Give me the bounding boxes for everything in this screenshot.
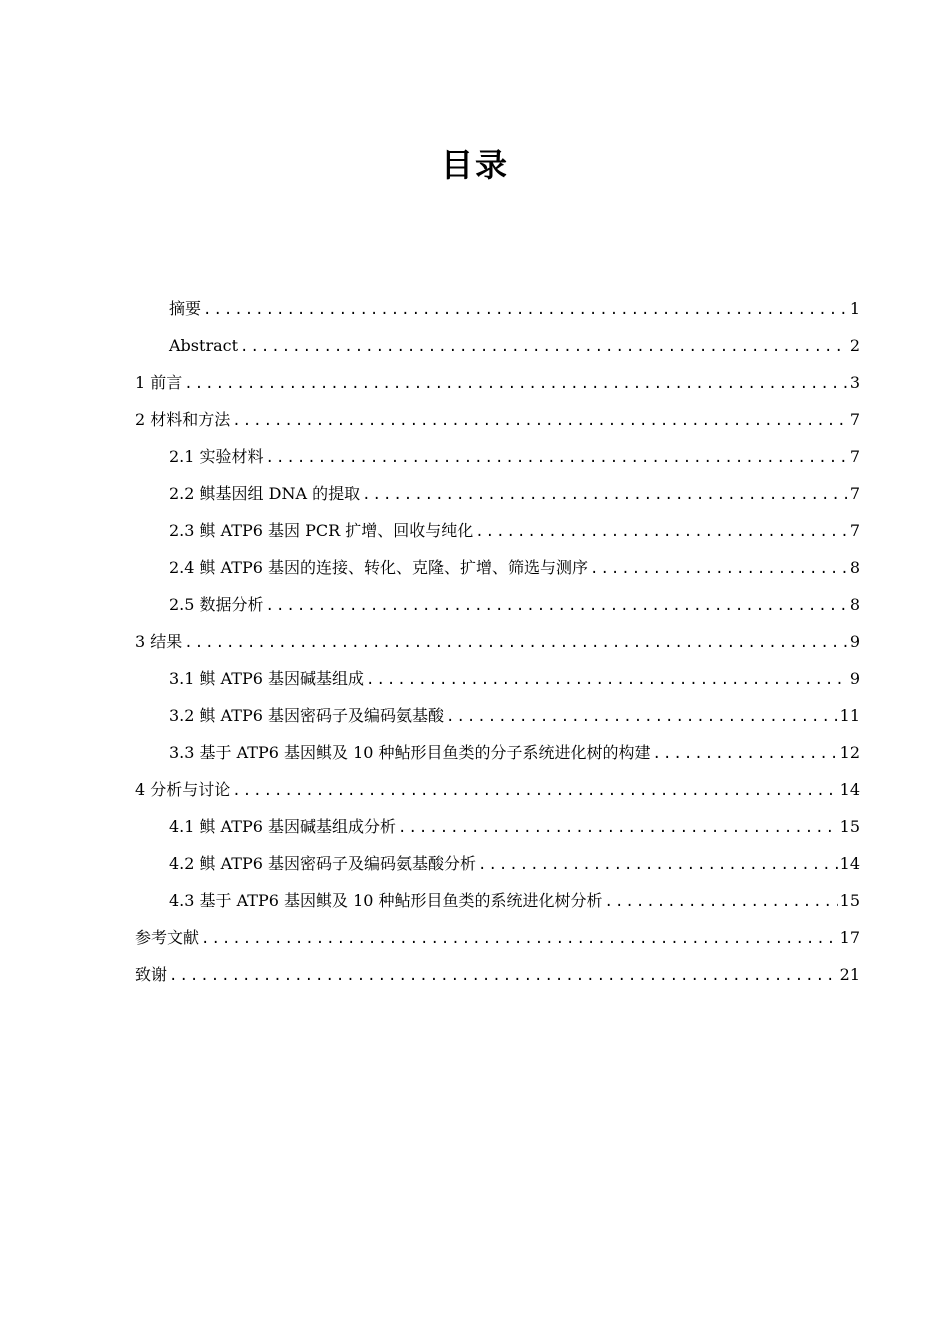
page-title: 目录 (440, 146, 509, 184)
toc-dot-leader (266, 588, 848, 625)
toc-page-number: 9 (849, 632, 860, 651)
toc-entry-abstract-en[interactable] (135, 327, 860, 364)
toc-page-number: 8 (849, 558, 860, 577)
toc-dot-leader (203, 292, 848, 329)
toc-entry-2-5[interactable] (135, 586, 860, 623)
toc-dot-leader (653, 736, 838, 773)
toc-page-number: 12 (839, 743, 860, 762)
toc-entry-2-4[interactable] (135, 549, 860, 586)
toc-entry-label: 3 结果 (135, 632, 183, 651)
toc-entry-label: 2.3 鲯 ATP6 基因 PCR 扩增、回收与纯化 (169, 521, 474, 540)
toc-page-number: 21 (839, 965, 860, 984)
toc-entry-label: 4.3 基于 ATP6 基因鲯及 10 种鲇形目鱼类的系统进化树分析 (169, 891, 603, 910)
toc-entry-abstract-cn[interactable] (135, 290, 860, 327)
toc-entry-acknowledgements[interactable] (135, 956, 860, 993)
toc-entry-label: Abstract (169, 336, 239, 355)
toc-page-number: 3 (849, 373, 860, 392)
toc-dot-leader (169, 958, 838, 995)
toc-dot-leader (232, 773, 837, 810)
toc-entry-introduction[interactable] (135, 364, 860, 401)
toc-dot-leader (184, 625, 848, 662)
toc-dot-leader (478, 847, 838, 884)
toc-page-number: 9 (849, 669, 860, 688)
toc-page-number: 14 (839, 780, 860, 799)
toc-entry-references[interactable] (135, 919, 860, 956)
toc-page-number: 7 (849, 447, 860, 466)
toc-entry-label: 摘要 (169, 299, 202, 318)
toc-page-number: 17 (839, 928, 860, 947)
toc-entry-discussion[interactable] (135, 771, 860, 808)
toc-entry-label: 3.3 基于 ATP6 基因鲯及 10 种鲇形目鱼类的分子系统进化树的构建 (169, 743, 651, 762)
toc-entry-3-1[interactable] (135, 660, 860, 697)
toc-entry-label: 1 前言 (135, 373, 183, 392)
toc-dot-leader (590, 551, 848, 588)
toc-dot-leader (366, 662, 848, 699)
toc-dot-leader (475, 514, 848, 551)
toc-entry-label: 3.2 鲯 ATP6 基因密码子及编码氨基酸 (169, 706, 445, 725)
toc-page-number: 15 (839, 817, 860, 836)
toc-page-number: 15 (839, 891, 860, 910)
toc-entry-label: 4.2 鲯 ATP6 基因密码子及编码氨基酸分析 (169, 854, 477, 873)
toc-page-number: 7 (849, 484, 860, 503)
toc-entry-label: 2 材料和方法 (135, 410, 231, 429)
toc-entry-results[interactable] (135, 623, 860, 660)
toc-entry-4-3[interactable] (135, 882, 860, 919)
toc-entry-materials-methods[interactable] (135, 401, 860, 438)
toc-dot-leader (201, 921, 838, 958)
toc-dot-leader (605, 884, 838, 921)
toc-dot-leader (240, 329, 848, 366)
toc-dot-leader (184, 366, 848, 403)
toc-dot-leader (446, 699, 838, 736)
toc-page-number: 1 (849, 299, 860, 318)
toc-page-number: 7 (849, 521, 860, 540)
toc-entry-label: 参考文献 (135, 928, 200, 947)
toc-page-number: 14 (839, 854, 860, 873)
toc-dot-leader (232, 403, 848, 440)
toc-entry-label: 2.5 数据分析 (169, 595, 264, 614)
toc-page-number: 8 (849, 595, 860, 614)
toc-dot-leader (362, 477, 848, 514)
toc-dot-leader (398, 810, 838, 847)
toc-entry-label: 4 分析与讨论 (135, 780, 231, 799)
toc-entry-4-1[interactable] (135, 808, 860, 845)
toc-entry-label: 2.4 鲯 ATP6 基因的连接、转化、克隆、扩增、筛选与测序 (169, 558, 589, 577)
toc-entry-label: 2.1 实验材料 (169, 447, 264, 466)
toc-entry-label: 3.1 鲯 ATP6 基因碱基组成 (169, 669, 365, 688)
toc-page-number: 2 (849, 336, 860, 355)
toc-entry-label: 4.1 鲯 ATP6 基因碱基组成分析 (169, 817, 397, 836)
toc-entry-label: 2.2 鲯基因组 DNA 的提取 (169, 484, 361, 503)
toc-dot-leader (266, 440, 848, 477)
toc-entry-3-3[interactable] (135, 734, 860, 771)
toc-entry-2-3[interactable] (135, 512, 860, 549)
toc-entry-2-2[interactable] (135, 475, 860, 512)
toc-page-number: 11 (839, 706, 860, 725)
toc-entry-4-2[interactable] (135, 845, 860, 882)
table-of-contents (135, 290, 860, 993)
toc-page-number: 7 (849, 410, 860, 429)
toc-entry-3-2[interactable] (135, 697, 860, 734)
toc-entry-label: 致谢 (135, 965, 168, 984)
toc-entry-2-1[interactable] (135, 438, 860, 475)
